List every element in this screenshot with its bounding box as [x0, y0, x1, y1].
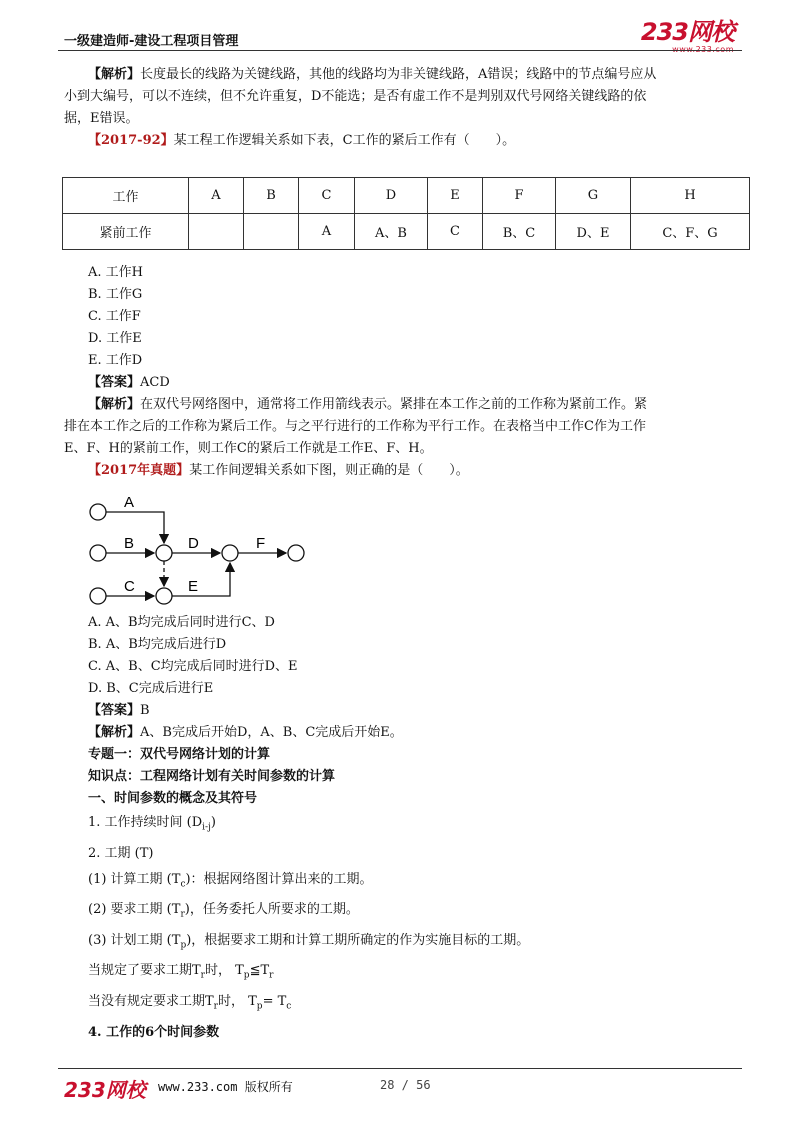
list-item: 2. 工期 (T) — [88, 845, 154, 861]
q1-analysis — [64, 64, 738, 152]
rule-line: 当规定了要求工期$T_r$时， $T_p≦T_r$ — [88, 963, 274, 981]
table-cell: A、B — [355, 214, 428, 250]
table-cell: 工作 — [63, 178, 189, 214]
analysis-line: 长度最长的线路为关键线路，其他的线路均为非关键线路，A错误；线路中的节点编号应从 — [140, 67, 657, 82]
q3-body — [88, 612, 738, 1044]
table-row — [63, 214, 750, 250]
option: C. 工作F — [88, 309, 141, 324]
option: D. B、C完成后进行E — [88, 681, 214, 696]
answer-tag: 【答案】 — [88, 375, 141, 390]
list-item: (3) 计划工期 $(T_p)$，根据要求工期和计算工期所确定的作为实施目标的工期。 — [88, 932, 530, 951]
question-tag: 【2017-92】 — [88, 133, 174, 148]
label-a: A — [124, 494, 135, 511]
footer-copyright: www.233.com 版权所有 — [158, 1080, 293, 1094]
table-cell: E — [428, 178, 483, 214]
table-cell: 紧前工作 — [63, 214, 189, 250]
rule-line: 当没有规定要求工期$T_r$时， $T_p= T_c$ — [88, 993, 292, 1012]
table-cell — [244, 214, 299, 250]
arrow-e — [172, 563, 230, 596]
table-cell: A — [189, 178, 244, 214]
section-heading: 4. 工作的6个时间参数 — [88, 1024, 220, 1040]
footer-divider — [58, 1068, 742, 1069]
table-cell: D、E — [556, 214, 631, 250]
table-cell: C — [428, 214, 483, 250]
label-c: C — [124, 578, 135, 595]
question-stem: 某工作间逻辑关系如下图，则正确的是（ ）。 — [189, 463, 469, 478]
table-row — [63, 178, 750, 214]
table-cell — [189, 214, 244, 250]
option: E. 工作D — [88, 353, 143, 368]
option: C. A、B、C均完成后同时进行D、E — [88, 659, 298, 674]
analysis-line: E、F、H的紧前工作，则工作C的紧后工作就是工作E、F、H。 — [64, 441, 433, 456]
table-cell: C、F、G — [631, 214, 750, 250]
option: A. 工作H — [88, 265, 143, 280]
node-circle — [156, 545, 172, 561]
node-circle — [156, 588, 172, 604]
answer-tag: 【答案】 — [88, 703, 141, 718]
table-cell: G — [556, 178, 631, 214]
table-cell: F — [483, 178, 556, 214]
page-number: 28 / 56 — [380, 1078, 431, 1092]
q2-body — [64, 262, 738, 482]
list-item: 1. 工作持续时间 $(D_{i-j})$ — [88, 815, 216, 833]
brand-logo — [641, 20, 734, 54]
analysis-line: 据，E错误。 — [64, 111, 139, 126]
logic-table — [62, 177, 750, 250]
option: A. A、B均完成后同时进行C、D — [88, 615, 275, 630]
logo-url: www.233.com — [672, 45, 734, 54]
question-tag: 【2017年真题】 — [88, 463, 190, 478]
analysis-tag: 【解析】 — [88, 67, 141, 82]
table-cell: D — [355, 178, 428, 214]
header-title: 一级建造师-建设工程项目管理 — [64, 34, 239, 49]
table-cell: A — [299, 214, 355, 250]
analysis-line: 排在本工作之后的工作称为紧后工作。与之平行进行的工作称为平行工作。在表格当中工作C作为工作 — [64, 419, 646, 434]
option: B. 工作G — [88, 287, 143, 302]
header-divider — [58, 50, 742, 51]
label-f: F — [256, 535, 266, 552]
node-circle — [90, 545, 106, 561]
arrow-a — [106, 512, 164, 543]
answer-value: ACD — [140, 375, 170, 390]
network-diagram — [84, 490, 314, 610]
node-circle — [222, 545, 238, 561]
topic-heading: 专题一：双代号网络计划的计算 — [88, 747, 271, 762]
table-cell: B — [244, 178, 299, 214]
list-item: (2) 要求工期 $(T_r)$，任务委托人所要求的工期。 — [88, 902, 359, 920]
knowledge-point: 知识点：工程网络计划有关时间参数的计算 — [88, 769, 336, 784]
question-stem: 某工程工作逻辑关系如下表，C工作的紧后工作有（ ）。 — [173, 133, 516, 148]
analysis-line: 小到大编号，可以不连续，但不允许重复，D不能选；是否有虚工作不是判别双代号网络关键线路的依 — [64, 89, 647, 104]
section-heading: 一、时间参数的概念及其符号 — [88, 791, 258, 806]
option: B. A、B均完成后进行D — [88, 637, 227, 652]
table-cell: H — [631, 178, 750, 214]
label-b: B — [124, 535, 135, 552]
analysis-line: 在双代号网络图中，通常将工作用箭线表示。紧排在本工作之前的工作称为紧前工作。紧 — [140, 397, 648, 412]
label-e: E — [188, 578, 199, 595]
analysis-tag: 【解析】 — [88, 725, 141, 740]
analysis-line: A、B完成后开始D，A、B、C完成后开始E。 — [140, 725, 403, 740]
logo-text: 233网校 — [640, 18, 734, 46]
label-d: D — [188, 535, 199, 552]
table-cell: C — [299, 178, 355, 214]
option: D. 工作E — [88, 331, 142, 346]
list-item: (1) 计算工期 $(T_c)$：根据网络图计算出来的工期。 — [88, 871, 373, 890]
node-circle — [288, 545, 304, 561]
footer-logo: 233网校 — [64, 1078, 146, 1102]
answer-value: B — [140, 703, 150, 718]
node-circle — [90, 588, 106, 604]
node-circle — [90, 504, 106, 520]
table-cell: B、C — [483, 214, 556, 250]
analysis-tag: 【解析】 — [88, 397, 141, 412]
